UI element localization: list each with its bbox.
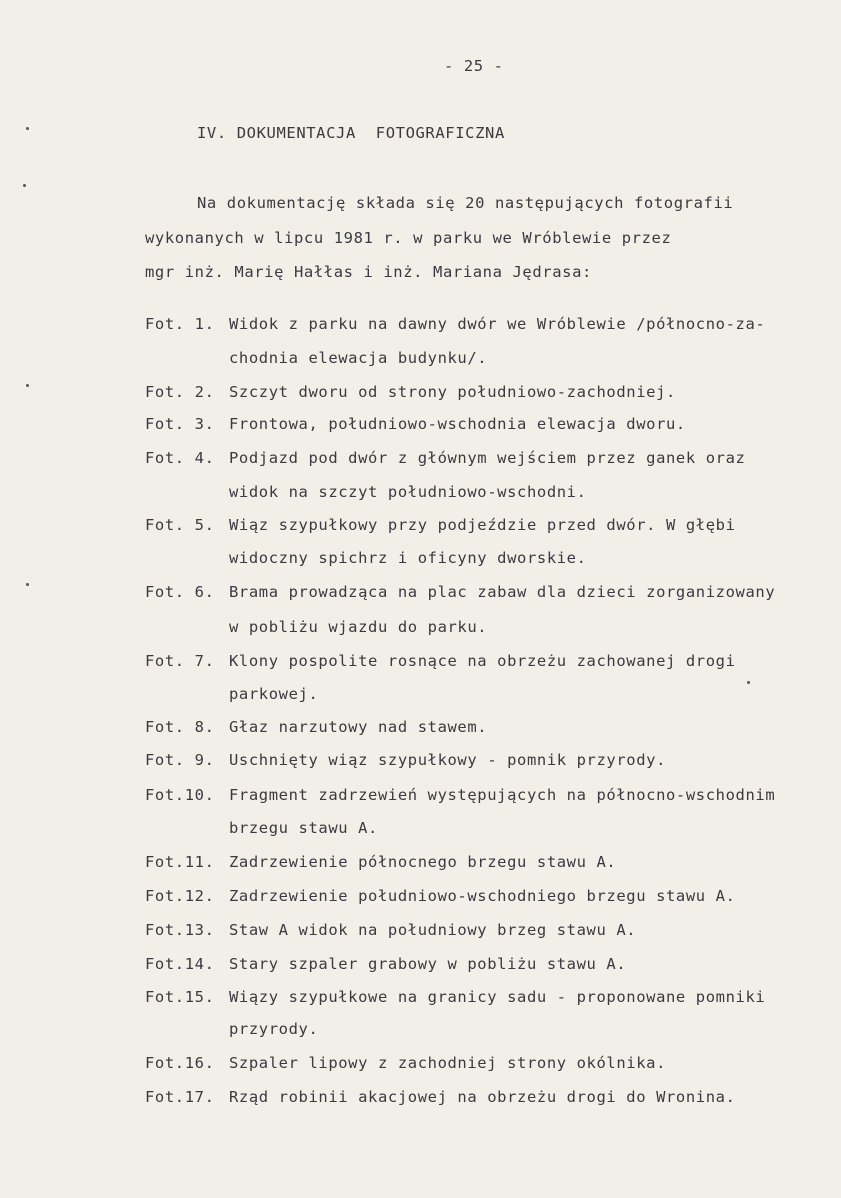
photo-description: widok na szczyt południowo-wschodni. (229, 483, 587, 501)
photo-label: Fot. 4. (145, 449, 215, 467)
photo-description: Frontowa, południowo-wschodnia elewacja dworu. (229, 415, 686, 433)
photo-description: Zadrzewienie północnego brzegu stawu A. (229, 853, 617, 871)
scan-mark (26, 127, 29, 130)
photo-label: Fot.13. (145, 921, 215, 939)
section-heading: IV. DOKUMENTACJA FOTOGRAFICZNA (197, 124, 505, 142)
photo-description: Widok z parku na dawny dwór we Wróblewie /północno-za- (229, 315, 766, 333)
photo-label: Fot.12. (145, 887, 215, 905)
photo-label: Fot. 8. (145, 718, 215, 736)
photo-description: Głaz narzutowy nad stawem. (229, 718, 488, 736)
scan-mark (26, 384, 29, 387)
photo-description: Stary szpaler grabowy w pobliżu stawu A. (229, 955, 627, 973)
photo-description: przyrody. (229, 1020, 319, 1038)
photo-label: Fot.16. (145, 1054, 215, 1072)
photo-description: Wiązy szypułkowe na granicy sadu - proponowane pomniki (229, 988, 766, 1006)
page-number: - 25 - (444, 57, 504, 75)
photo-description: Wiąz szypułkowy przy podjeździe przed dwór. W głębi (229, 516, 736, 534)
photo-description: Uschnięty wiąz szypułkowy - pomnik przyrody. (229, 751, 666, 769)
photo-description: Podjazd pod dwór z głównym wejściem przez ganek oraz (229, 449, 746, 467)
photo-description: Brama prowadząca na plac zabaw dla dzieci zorganizowany (229, 583, 776, 601)
photo-label: Fot.14. (145, 955, 215, 973)
photo-label: Fot. 1. (145, 315, 215, 333)
photo-description: Zadrzewienie południowo-wschodniego brzegu stawu A. (229, 887, 736, 905)
intro-line: mgr inż. Marię Hałłas i inż. Mariana Jędrasa: (145, 263, 592, 281)
photo-description: Fragment zadrzewień występujących na północno-wschodnim (229, 786, 776, 804)
photo-description: brzegu stawu A. (229, 819, 378, 837)
photo-description: parkowej. (229, 685, 319, 703)
scan-mark (26, 583, 29, 586)
scan-mark (747, 681, 750, 684)
photo-description: Staw A widok na południowy brzeg stawu A. (229, 921, 637, 939)
photo-label: Fot. 3. (145, 415, 215, 433)
photo-label: Fot. 2. (145, 383, 215, 401)
photo-description: Rząd robinii akacjowej na obrzeżu drogi do Wronina. (229, 1088, 736, 1106)
photo-description: Szczyt dworu od strony południowo-zachodniej. (229, 383, 676, 401)
photo-label: Fot. 6. (145, 583, 215, 601)
intro-line: Na dokumentację składa się 20 następujących fotografii (197, 194, 734, 212)
photo-description: Klony pospolite rosnące na obrzeżu zachowanej drogi (229, 652, 736, 670)
photo-label: Fot. 7. (145, 652, 215, 670)
photo-label: Fot.15. (145, 988, 215, 1006)
photo-label: Fot.10. (145, 786, 215, 804)
photo-description: Szpaler lipowy z zachodniej strony okólnika. (229, 1054, 666, 1072)
photo-label: Fot.11. (145, 853, 215, 871)
photo-label: Fot.17. (145, 1088, 215, 1106)
intro-line: wykonanych w lipcu 1981 r. w parku we Wróblewie przez (145, 229, 672, 247)
photo-description: chodnia elewacja budynku/. (229, 349, 488, 367)
photo-label: Fot. 9. (145, 751, 215, 769)
photo-description: widoczny spichrz i oficyny dworskie. (229, 549, 587, 567)
photo-label: Fot. 5. (145, 516, 215, 534)
photo-description: w pobliżu wjazdu do parku. (229, 618, 488, 636)
scan-mark (23, 184, 26, 187)
